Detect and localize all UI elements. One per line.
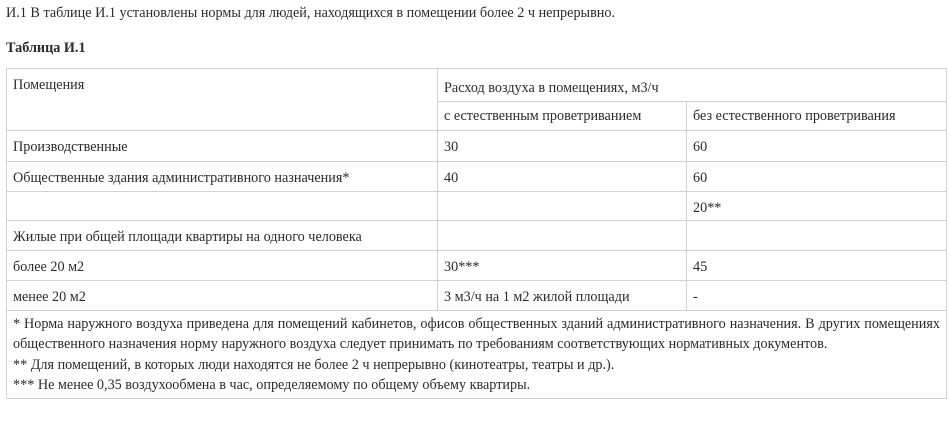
row-no-natural: - xyxy=(687,281,947,311)
row-name: Жилые при общей площади квартиры на одного человека xyxy=(7,221,438,251)
row-natural: 40 xyxy=(438,162,687,192)
row-no-natural: 60 xyxy=(687,162,947,192)
table-row xyxy=(7,192,947,221)
intro-paragraph: И.1 В таблице И.1 установлены нормы для людей, находящихся в помещении более 2 ч непрерывно. xyxy=(6,5,616,21)
table-notes xyxy=(7,311,947,399)
header-no-natural-ventilation: без естественного проветривания xyxy=(687,102,947,131)
row-no-natural: 20** xyxy=(687,192,947,221)
table-row xyxy=(7,251,947,281)
footnote: ** Для помещений, в которых люди находятся не более 2 ч непрерывно (кинотеатры, театры и др.). xyxy=(13,356,615,373)
table-row xyxy=(7,221,947,251)
row-natural: 30 xyxy=(438,131,687,162)
table-row xyxy=(7,281,947,311)
header-rooms: Помещения xyxy=(7,69,438,131)
air-norms-table xyxy=(6,68,947,399)
row-natural: 30*** xyxy=(438,251,687,281)
row-natural: 3 м3/ч на 1 м2 жилой площади xyxy=(438,281,687,311)
footnote: *** Не менее 0,35 воздухообмена в час, определяемому по общему объему квартиры. xyxy=(13,376,531,393)
row-no-natural: 60 xyxy=(687,131,947,162)
footnote: * Норма наружного воздуха приведена для помещений кабинетов, офисов общественных зданий административного назначения. В других помещениях общественного назначения норму наружного воздуха следует принимать по требованиям соответствующих нормативных документов. xyxy=(13,316,940,353)
table-row xyxy=(7,162,947,192)
row-no-natural xyxy=(687,221,947,251)
row-name: более 20 м2 xyxy=(7,251,438,281)
table-notes-row xyxy=(7,311,947,399)
table-header-row xyxy=(7,69,947,102)
row-name: Производственные xyxy=(7,131,438,162)
row-name: менее 20 м2 xyxy=(7,281,438,311)
header-natural-ventilation: с естественным проветриванием xyxy=(438,102,687,131)
row-natural xyxy=(438,192,687,221)
row-name xyxy=(7,192,438,221)
header-airflow: Расход воздуха в помещениях, м3/ч xyxy=(438,69,947,102)
table-row xyxy=(7,131,947,162)
row-natural xyxy=(438,221,687,251)
row-no-natural: 45 xyxy=(687,251,947,281)
row-name: Общественные здания административного назначения* xyxy=(7,162,438,192)
table-caption: Таблица И.1 xyxy=(6,40,86,56)
